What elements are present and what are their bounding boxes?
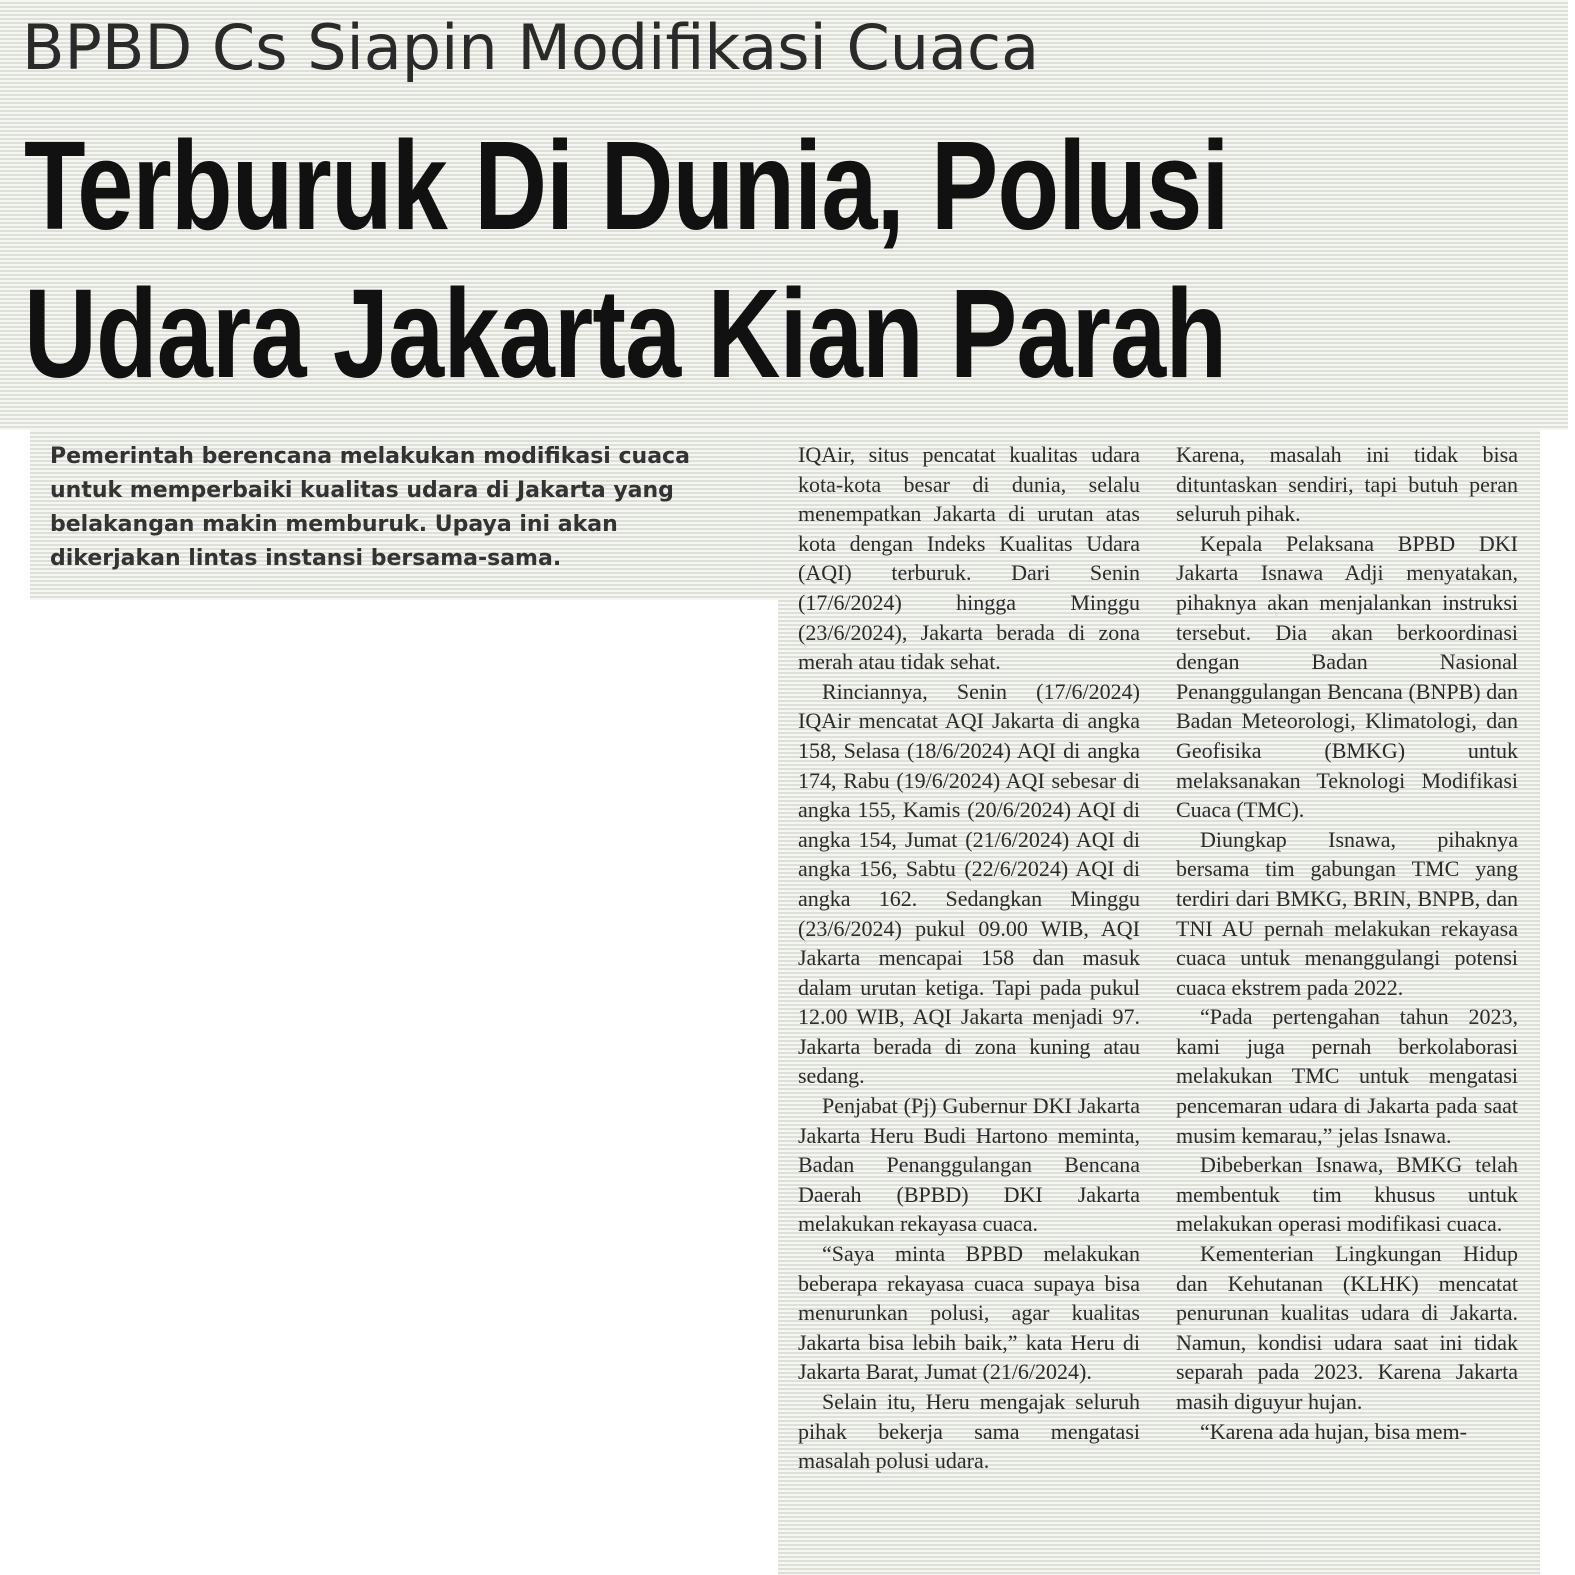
body-paragraph: Kepala Pelaksana BPBD DKI Jakarta Isnawa Adji menyatakan, pihaknya akan menjalankan instruksi tersebut. Dia akan berkoordinasi dengan Badan Nasional Penanggulangan Bencana (BNPB) dan Badan Meteorologi, Klimatologi, dan Geofisika (BMKG) untuk melaksanakan Teknologi Modifikasi Cuaca (TMC). xyxy=(1176,530,1518,823)
lead-paragraph: Pemerintah berencana melakukan modifikasi cuaca untuk memperbaiki kualitas udara di Jakarta yang belakangan makin memburuk. Upaya ini akan dikerjakan lintas instansi bersama-sama. xyxy=(50,444,690,571)
kicker: BPBD Cs Siapin Modifikasi Cuaca xyxy=(22,11,1040,84)
body-paragraph: “Saya minta BPBD melakukan beberapa rekayasa cuaca supaya bisa menurunkan polusi, agar kualitas Jakarta bisa lebih baik,” kata Heru di Jakarta Barat, Jumat (21/6/2024). xyxy=(798,1241,1140,1385)
lead-block xyxy=(30,430,778,600)
body-paragraph: IQAir, situs pencatat kualitas udara kota-kota besar di dunia, selalu menempatkan Jakarta di urutan atas kota dengan Indeks Kualitas Udara (AQI) terburuk. Dari Senin (17/6/2024) hingga Minggu (23/6/2024), Jakarta berada di zona merah atau tidak sehat. xyxy=(798,442,1140,675)
headline-line-2: Udara Jakarta Kian Parah xyxy=(24,263,1227,404)
body-paragraph: Rinciannya, Senin (17/6/2024) IQAir mencatat AQI Jakarta di angka 158, Selasa (18/6/2024) AQI di angka 174, Rabu (19/6/2024) AQI sebesar di angka 155, Kamis (20/6/2024) AQI di angka 154, Jumat (21/6/2024) AQI di angka 156, Sabtu (22/6/2024) AQI di angka 162. Sedangkan Minggu (23/6/2024) pukul 09.00 WIB, AQI Jakarta mencapai 158 dan masuk dalam urutan ketiga. Tapi pada pukul 12.00 WIB, AQI Jakarta menjadi 97. Jakarta berada di zona kuning atau sedang. xyxy=(798,678,1140,1089)
body-paragraph: “Pada pertengahan tahun 2023, kami juga pernah berkolaborasi melakukan TMC untuk mengatasi pencemaran udara di Jakarta pada saat musim kemarau,” jelas Isnawa. xyxy=(1176,1004,1518,1148)
body-paragraph: “Karena ada hujan, bisa mem- xyxy=(1200,1418,1467,1444)
headline-block xyxy=(0,0,1568,430)
body-paragraph: Karena, masalah ini tidak bisa dituntaskan sendiri, tapi butuh peran seluruh pihak. xyxy=(1176,442,1518,527)
body-paragraph: Diungkap Isnawa, pihaknya bersama tim gabungan TMC yang terdiri dari BMKG, BRIN, BNPB, dan TNI AU pernah melakukan rekayasa cuaca untuk menanggulangi potensi cuaca ekstrem pada 2022. xyxy=(1176,826,1518,1000)
body-column-2 xyxy=(1176,440,1518,1446)
body-column-1 xyxy=(798,440,1140,1476)
body-columns xyxy=(778,430,1540,1575)
headline-line-1: Terburuk Di Dunia, Polusi xyxy=(24,115,1229,256)
body-paragraph: Dibeberkan Isnawa, BMKG telah membentuk tim khusus untuk melakukan operasi modifikasi cuaca. xyxy=(1176,1152,1518,1237)
headline xyxy=(24,112,1544,408)
body-paragraph: Kementerian Lingkungan Hidup dan Kehutanan (KLHK) mencatat penurunan kualitas udara di Jakarta. Namun, kondisi udara saat ini tidak separah pada 2023. Karena Jakarta masih diguyur hujan. xyxy=(1176,1241,1518,1414)
body-paragraph: Penjabat (Pj) Gubernur DKI Jakarta Jakarta Heru Budi Hartono meminta, Badan Penanggulangan Bencana Daerah (BPBD) DKI Jakarta melakukan rekayasa cuaca. xyxy=(798,1093,1140,1237)
body-paragraph: Selain itu, Heru mengajak seluruh pihak bekerja sama mengatasi masalah polusi udara. xyxy=(798,1389,1140,1474)
